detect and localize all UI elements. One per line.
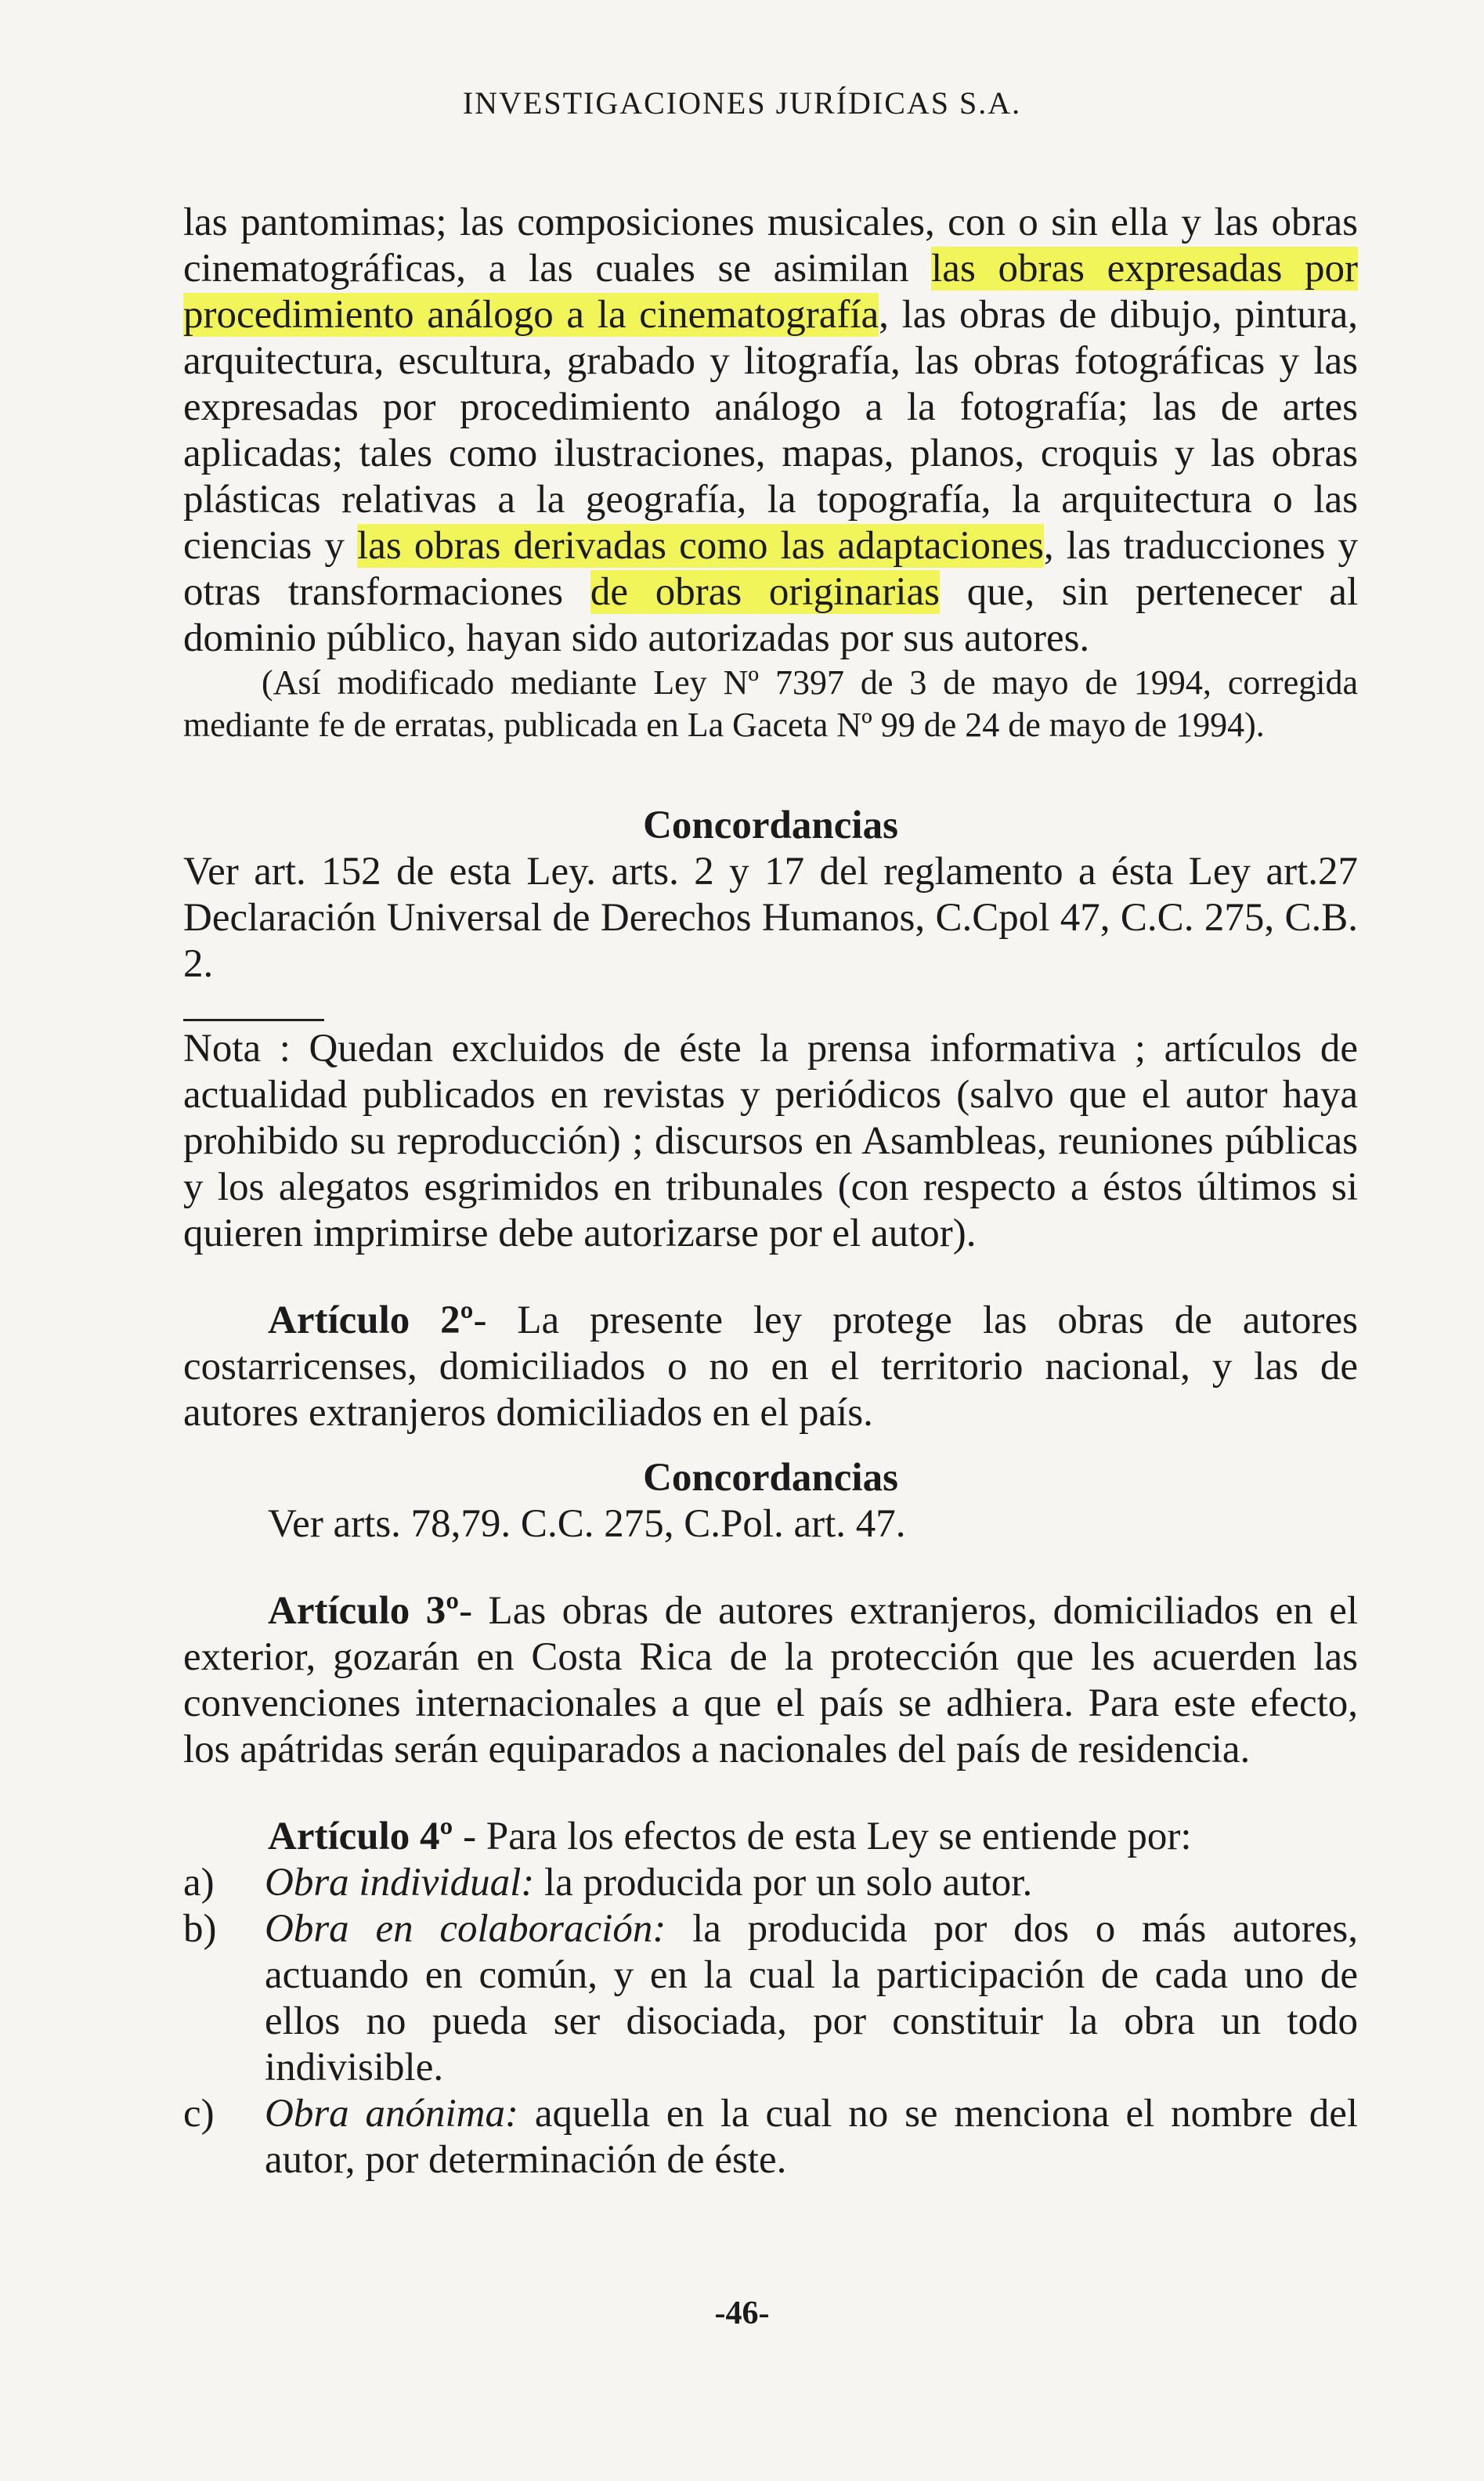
definition-item bbox=[183, 2091, 1358, 2183]
item-term: Obra individual: bbox=[265, 1861, 535, 1905]
page-number: -46- bbox=[714, 2295, 770, 2331]
item-text bbox=[265, 1860, 1358, 1906]
article-3 bbox=[183, 1588, 1358, 1773]
concordancias-text-1: Ver art. 152 de esta Ley. arts. 2 y 17 del reglamento a ésta Ley art.27 Declaración Universal de Derechos Humanos, C.Cpol 47, C.C. 275, C.B. 2. bbox=[183, 850, 1358, 986]
highlight-3: de obras originarias bbox=[590, 570, 941, 614]
nota-paragraph: Nota : Quedan excluidos de éste la prensa informativa ; artículos de actualidad publicados en revistas y periódicos (salvo que el autor haya prohibido su reproducción) ; discursos en Asambleas, reuniones públicas y los alegatos esgrimidos en tribunales (con respecto a éstos últimos si quieren imprimirse debe autorizarse por el autor). bbox=[183, 1027, 1358, 1255]
article-4-title: Artículo 4º bbox=[268, 1815, 453, 1858]
article-4-text: - Para los efectos de esta Ley se entiende por: bbox=[453, 1815, 1192, 1858]
item-definition: la producida por un solo autor. bbox=[534, 1861, 1033, 1905]
concordancias-heading-2: Concordancias bbox=[643, 1456, 898, 1500]
intro-text-3: , las traducciones y otras transformaciones bbox=[183, 524, 1358, 614]
item-term: Obra anónima: bbox=[265, 2092, 518, 2136]
item-label: a) bbox=[183, 1861, 215, 1905]
definition-item bbox=[183, 1906, 1358, 2091]
intro-text-1: las pantomimas; las composiciones musicales, con o sin ella y las obras cinematográficas, a las cuales se asimilan bbox=[183, 200, 1358, 291]
highlight-1: las obras expresadas por procedimiento análogo a la cinematografía bbox=[183, 247, 1359, 337]
item-text bbox=[265, 1906, 1358, 2091]
intro-text-2: , las obras de dibujo, pintura, arquitectura, escultura, grabado y litografía, las obras fotográficas y las expresadas por procedimiento análogo a la fotografía; las de artes aplicadas; tales como ilustraciones, mapas, planos, croquis y las obras plásticas relativas a la geografía, la topografía, la arquitectura o las ciencias y bbox=[183, 293, 1359, 568]
article-3-text: - Las obras de autores extranjeros, domiciliados en el exterior, gozarán en Costa Rica de la protección que les acuerden las convenciones internacionales a que el país se adhiera. Para este efecto, los apátridas serán equiparados a nacionales del país de residencia. bbox=[183, 1589, 1359, 1771]
spacer bbox=[183, 1257, 1358, 1298]
item-text bbox=[265, 2091, 1358, 2183]
spacer bbox=[183, 1773, 1358, 1814]
definition-item bbox=[183, 1860, 1358, 1906]
item-label: c) bbox=[183, 2092, 215, 2136]
reform-note: (Así modificado mediante Ley Nº 7397 de 3 de mayo de 1994, corregida mediante fe de erratas, publicada en La Gaceta Nº 99 de 24 de mayo de 1994). bbox=[183, 663, 1358, 744]
concordancias-text-2: Ver arts. 78,79. C.C. 275, C.Pol. art. 47. bbox=[268, 1502, 906, 1546]
running-head: INVESTIGACIONES JURÍDICAS S.A. bbox=[462, 85, 1022, 121]
item-label: b) bbox=[183, 1907, 217, 1951]
concordancias-heading-1: Concordancias bbox=[643, 804, 898, 847]
intro-text-4: que, sin pertenecer al dominio público, hayan sido autorizadas por sus autores. bbox=[183, 570, 1359, 660]
article-3-title: Artículo 3º bbox=[268, 1589, 460, 1633]
footnote-rule bbox=[183, 1019, 324, 1021]
article-2 bbox=[183, 1298, 1358, 1436]
article-2-title: Artículo 2º bbox=[268, 1298, 474, 1342]
spacer bbox=[183, 1547, 1358, 1588]
item-definition: aquella en la cual no se menciona el nombre del autor, por determinación de éste. bbox=[265, 2092, 1359, 2182]
article-4 bbox=[183, 1814, 1358, 1860]
item-definition: la producida por dos o más autores, actuando en común, y en la cual la participación de cada uno de ellos no pueda ser disociada, por constituir la obra un todo indivisible. bbox=[265, 1907, 1358, 2089]
highlight-2: las obras derivadas como las adaptaciones bbox=[357, 524, 1044, 568]
intro-paragraph bbox=[183, 200, 1358, 662]
item-term: Obra en colaboración: bbox=[265, 1907, 666, 1951]
article-2-text: - La presente ley protege las obras de autores costarricenses, domiciliados o no en el territorio nacional, y las de autores extranjeros domiciliados en el país. bbox=[183, 1298, 1358, 1435]
page-body bbox=[183, 200, 1358, 2183]
